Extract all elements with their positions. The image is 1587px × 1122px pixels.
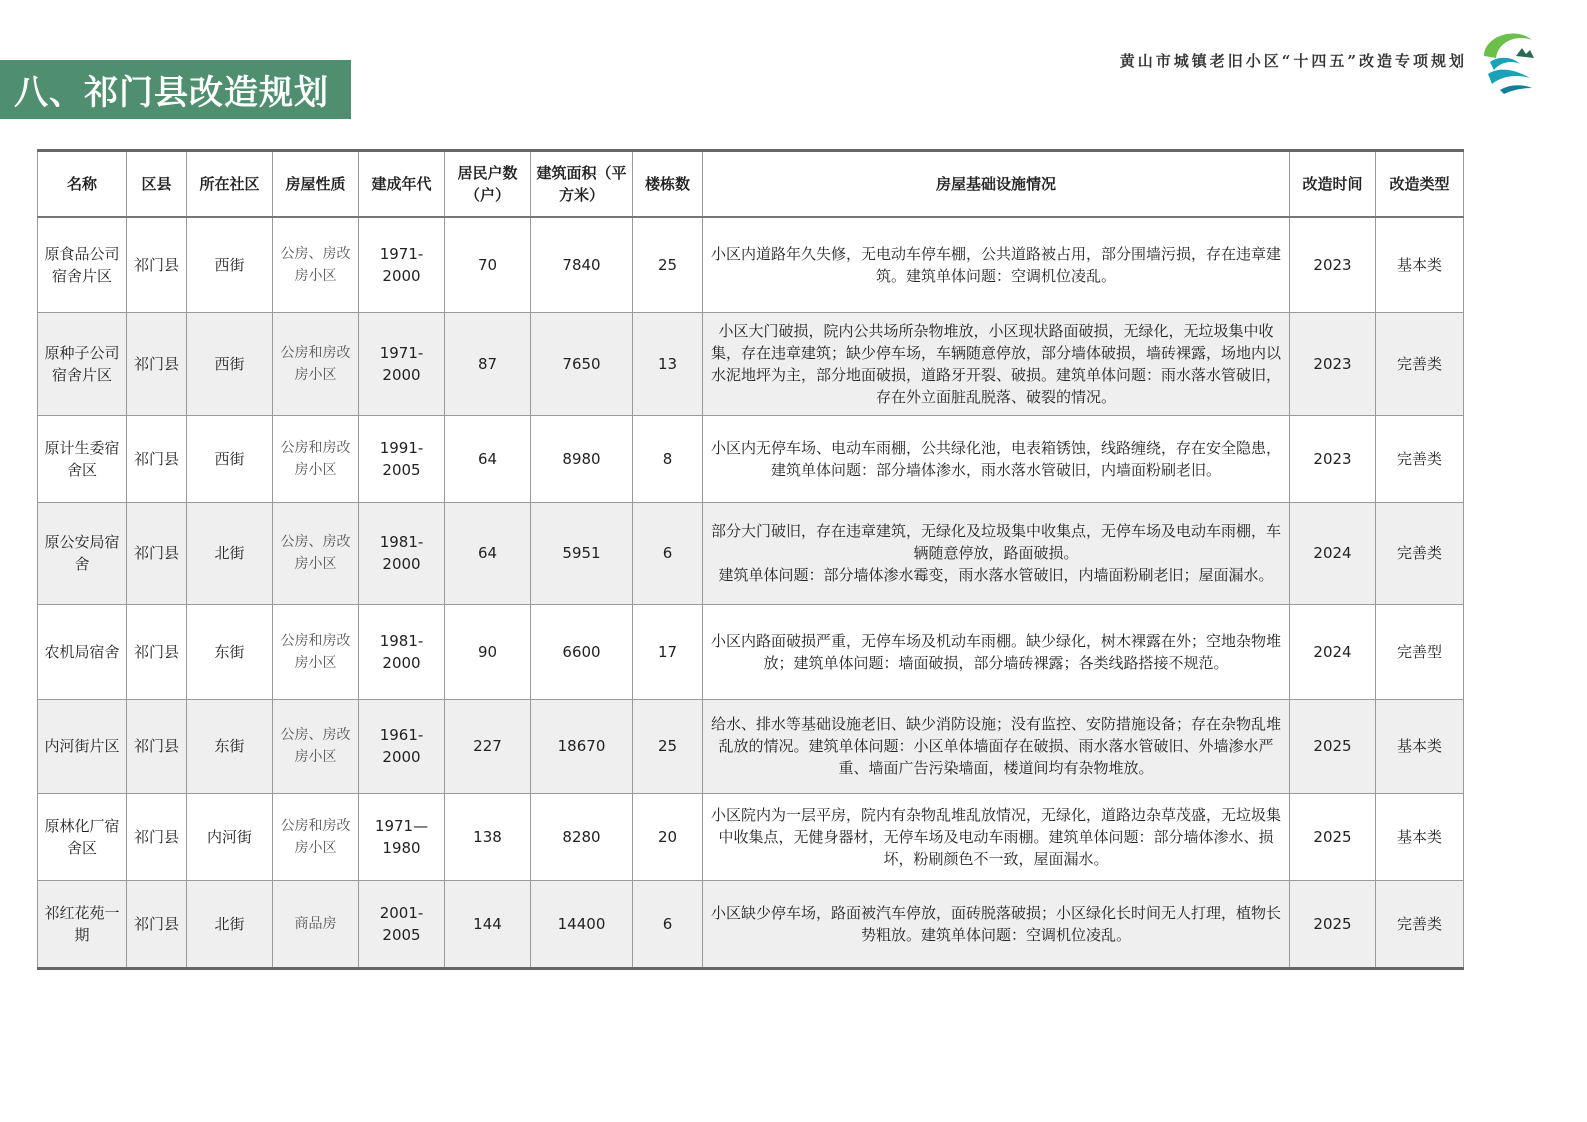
- column-header: 改造时间: [1290, 151, 1376, 218]
- column-header: 所在社区: [187, 151, 273, 218]
- table-row: [38, 312, 1464, 415]
- column-header: 区县: [127, 151, 187, 218]
- cell-type: 完善型: [1376, 604, 1464, 699]
- cell-community: 西街: [187, 415, 273, 502]
- cell-community: 西街: [187, 312, 273, 415]
- cell-buildings: 25: [633, 699, 703, 793]
- cell-buildings: 20: [633, 793, 703, 880]
- cell-facilities: 小区内路面破损严重，无停车场及机动车雨棚。缺少绿化，树木裸露在外；空地杂物堆放；建筑单体问题：墙面破损，部分墙砖裸露；各类线路搭接不规范。: [703, 604, 1290, 699]
- cell-year: 2023: [1290, 312, 1376, 415]
- table-row: [38, 880, 1464, 968]
- cell-county: 祁门县: [127, 604, 187, 699]
- cell-households: 144: [445, 880, 531, 968]
- cell-era: 1971-2000: [359, 217, 445, 312]
- table-header-row: [38, 151, 1464, 218]
- cell-nature: 商品房: [273, 880, 359, 968]
- cell-county: 祁门县: [127, 502, 187, 604]
- cell-type: 完善类: [1376, 880, 1464, 968]
- cell-type: 基本类: [1376, 217, 1464, 312]
- cell-year: 2025: [1290, 699, 1376, 793]
- cell-nature: 公房和房改房小区: [273, 415, 359, 502]
- cell-nature: 公房、房改房小区: [273, 699, 359, 793]
- cell-era: 1991-2005: [359, 415, 445, 502]
- cell-name: 内河街片区: [38, 699, 127, 793]
- column-header: 建筑面积（平方米）: [531, 151, 633, 218]
- cell-county: 祁门县: [127, 699, 187, 793]
- cell-community: 北街: [187, 502, 273, 604]
- cell-county: 祁门县: [127, 415, 187, 502]
- cell-era: 2001-2005: [359, 880, 445, 968]
- cell-community: 西街: [187, 217, 273, 312]
- cell-facilities: 小区大门破损，院内公共场所杂物堆放，小区现状路面破损，无绿化，无垃圾集中收集，存在违章建筑；缺少停车场，车辆随意停放，部分墙体破损，墙砖裸露，场地内以水泥地坪为主，部分地面破损，道路牙开裂、破损。建筑单体问题：雨水落水管破旧，存在外立面脏乱脱落、破裂的情况。: [703, 312, 1290, 415]
- cell-era: 1971-2000: [359, 312, 445, 415]
- column-header: 房屋基础设施情况: [703, 151, 1290, 218]
- cell-area: 18670: [531, 699, 633, 793]
- cell-facilities: 小区缺少停车场，路面被汽车停放，面砖脱落破损；小区绿化长时间无人打理，植物长势粗放。建筑单体问题：空调机位凌乱。: [703, 880, 1290, 968]
- column-header: 楼栋数: [633, 151, 703, 218]
- renovation-plan-table: [37, 149, 1464, 970]
- cell-county: 祁门县: [127, 793, 187, 880]
- cell-nature: 公房和房改房小区: [273, 604, 359, 699]
- cell-name: 原林化厂宿舍区: [38, 793, 127, 880]
- cell-households: 64: [445, 502, 531, 604]
- cell-area: 7840: [531, 217, 633, 312]
- cell-facilities: 小区院内为一层平房，院内有杂物乱堆乱放情况，无绿化，道路边杂草茂盛，无垃圾集中收集点，无健身器材，无停车场及电动车雨棚。建筑单体问题：部分墙体渗水、损坏，粉刷颜色不一致，屋面漏水。: [703, 793, 1290, 880]
- cell-facilities: 小区内道路年久失修，无电动车停车棚，公共道路被占用，部分围墙污损，存在违章建筑。建筑单体问题：空调机位凌乱。: [703, 217, 1290, 312]
- cell-year: 2025: [1290, 880, 1376, 968]
- column-header: 房屋性质: [273, 151, 359, 218]
- cell-type: 完善类: [1376, 502, 1464, 604]
- column-header: 名称: [38, 151, 127, 218]
- cell-facilities: 小区内无停车场、电动车雨棚，公共绿化池，电表箱锈蚀，线路缠绕，存在安全隐患，建筑单体问题：部分墙体渗水，雨水落水管破旧，内墙面粉刷老旧。: [703, 415, 1290, 502]
- cell-nature: 公房、房改房小区: [273, 217, 359, 312]
- cell-era: 1971—1980: [359, 793, 445, 880]
- cell-buildings: 17: [633, 604, 703, 699]
- cell-nature: 公房和房改房小区: [273, 312, 359, 415]
- cell-era: 1981-2000: [359, 502, 445, 604]
- cell-year: 2023: [1290, 415, 1376, 502]
- cell-buildings: 6: [633, 880, 703, 968]
- section-title: 八、祁门县改造规划: [0, 60, 351, 119]
- cell-households: 227: [445, 699, 531, 793]
- cell-year: 2024: [1290, 604, 1376, 699]
- cell-buildings: 13: [633, 312, 703, 415]
- cell-type: 完善类: [1376, 312, 1464, 415]
- cell-buildings: 6: [633, 502, 703, 604]
- cell-era: 1961-2000: [359, 699, 445, 793]
- cell-area: 6600: [531, 604, 633, 699]
- cell-county: 祁门县: [127, 217, 187, 312]
- cell-area: 5951: [531, 502, 633, 604]
- cell-era: 1981-2000: [359, 604, 445, 699]
- cell-nature: 公房、房改房小区: [273, 502, 359, 604]
- cell-area: 14400: [531, 880, 633, 968]
- cell-county: 祁门县: [127, 880, 187, 968]
- cell-buildings: 8: [633, 415, 703, 502]
- cell-name: 农机局宿舍: [38, 604, 127, 699]
- cell-facilities: 部分大门破旧，存在违章建筑，无绿化及垃圾集中收集点，无停车场及电动车雨棚，车辆随意停放，路面破损。 建筑单体问题：部分墙体渗水霉变，雨水落水管破旧，内墙面粉刷老旧；屋面漏水。: [703, 502, 1290, 604]
- column-header: 改造类型: [1376, 151, 1464, 218]
- table-row: [38, 793, 1464, 880]
- cell-area: 7650: [531, 312, 633, 415]
- cell-type: 基本类: [1376, 699, 1464, 793]
- table-row: [38, 502, 1464, 604]
- cell-name: 原计生委宿舍区: [38, 415, 127, 502]
- column-header: 建成年代: [359, 151, 445, 218]
- cell-households: 90: [445, 604, 531, 699]
- cell-community: 北街: [187, 880, 273, 968]
- cell-community: 内河街: [187, 793, 273, 880]
- cell-area: 8280: [531, 793, 633, 880]
- table-row: [38, 217, 1464, 312]
- cell-community: 东街: [187, 604, 273, 699]
- column-header: 居民户数（户）: [445, 151, 531, 218]
- table-row: [38, 415, 1464, 502]
- cell-households: 87: [445, 312, 531, 415]
- document-title: 黄山市城镇老旧小区“十四五”改造专项规划: [1119, 52, 1467, 70]
- cell-name: 原食品公司宿舍片区: [38, 217, 127, 312]
- cell-type: 基本类: [1376, 793, 1464, 880]
- cell-area: 8980: [531, 415, 633, 502]
- cell-name: 祁红花苑一期: [38, 880, 127, 968]
- cell-year: 2025: [1290, 793, 1376, 880]
- cell-community: 东街: [187, 699, 273, 793]
- cell-year: 2024: [1290, 502, 1376, 604]
- table-row: [38, 604, 1464, 699]
- table-row: [38, 699, 1464, 793]
- cell-year: 2023: [1290, 217, 1376, 312]
- cell-households: 138: [445, 793, 531, 880]
- wave-mountain-logo-icon: [1476, 26, 1536, 94]
- cell-type: 完善类: [1376, 415, 1464, 502]
- cell-buildings: 25: [633, 217, 703, 312]
- cell-name: 原公安局宿舍: [38, 502, 127, 604]
- cell-households: 70: [445, 217, 531, 312]
- cell-nature: 公房和房改房小区: [273, 793, 359, 880]
- cell-households: 64: [445, 415, 531, 502]
- cell-name: 原种子公司宿舍片区: [38, 312, 127, 415]
- cell-facilities: 给水、排水等基础设施老旧、缺少消防设施；没有监控、安防措施设备；存在杂物乱堆乱放的情况。建筑单体问题：小区单体墙面存在破损、雨水落水管破旧、外墙渗水严重、墙面广告污染墙面，楼道间均有杂物堆放。: [703, 699, 1290, 793]
- cell-county: 祁门县: [127, 312, 187, 415]
